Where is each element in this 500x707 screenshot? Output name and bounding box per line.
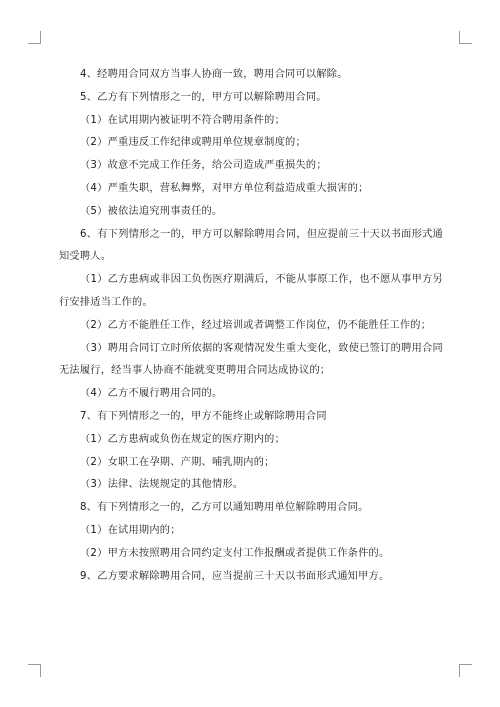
- clause-9: 9、乙方要求解除聘用合同，应当提前三十天以书面形式通知甲方。: [80, 570, 390, 582]
- clause-7: 7、有下列情形之一的，甲方不能终止或解除聘用合同: [80, 410, 327, 422]
- crop-mark-top-left: [28, 31, 41, 44]
- clause-4: 4、经聘用合同双方当事人协商一致，聘用合同可以解除。: [80, 69, 348, 80]
- clause-8-item-1: （1）在试用期内的；: [80, 524, 181, 536]
- clause-6-item-1: （1）乙方患病或非因工负伤医疗期满后，不能从事原工作，也不愿从事甲方另行安排适当工作的。: [59, 274, 443, 308]
- clause-6-item-4: （4）乙方不履行聘用合同的。: [80, 388, 223, 400]
- clause-8-item-2: （2）甲方未按照聘用合同约定支付工作报酬或者提供工作条件的。: [80, 547, 390, 559]
- clause-7-item-2: （2）女职工在孕期、产期、哺乳期内的；: [80, 456, 275, 468]
- clause-5-item-2: （2）严重违反工作纪律或聘用单位规章制度的；: [80, 137, 306, 149]
- clause-7-item-3: （3）法律、法规规定的其他情形。: [80, 479, 244, 491]
- clause-6-item-3: （3）聘用合同订立时所依据的客观情况发生重大变化，致使已签订的聘用合同无法履行，经当事人协商不能就变更聘用合同达成协议的；: [59, 342, 443, 377]
- crop-mark-top-right: [459, 31, 472, 44]
- clause-5: 5、乙方有下列情形之一的，甲方可以解除聘用合同。: [80, 91, 327, 103]
- crop-mark-bottom-right: [459, 664, 472, 677]
- clause-5-item-3: （3）故意不完成工作任务，给公司造成严重损失的；: [80, 160, 327, 172]
- clause-8: 8、有下列情形之一的，乙方可以通知聘用单位解除聘用合同。: [80, 502, 369, 514]
- clause-5-item-4: （4）严重失职，营私舞弊，对甲方单位利益造成重大损害的；: [80, 182, 369, 194]
- clause-7-item-1: （1）乙方患病或负伤在规定的医疗期内的；: [80, 433, 286, 445]
- clause-5-item-1: （1）在试用期内被证明不符合聘用条件的；: [80, 114, 286, 126]
- clause-6-item-2: （2）乙方不能胜任工作，经过培训或者调整工作岗位，仍不能胜任工作的；: [80, 319, 432, 331]
- document-body: [59, 64, 443, 588]
- clause-6: 6、有下列情形之一的，甲方可以解除聘用合同，但应提前三十天以书面形式通知受聘人。: [59, 228, 443, 263]
- crop-mark-bottom-left: [28, 664, 41, 677]
- clause-5-item-5: （5）被依法追究刑事责任的。: [80, 205, 223, 217]
